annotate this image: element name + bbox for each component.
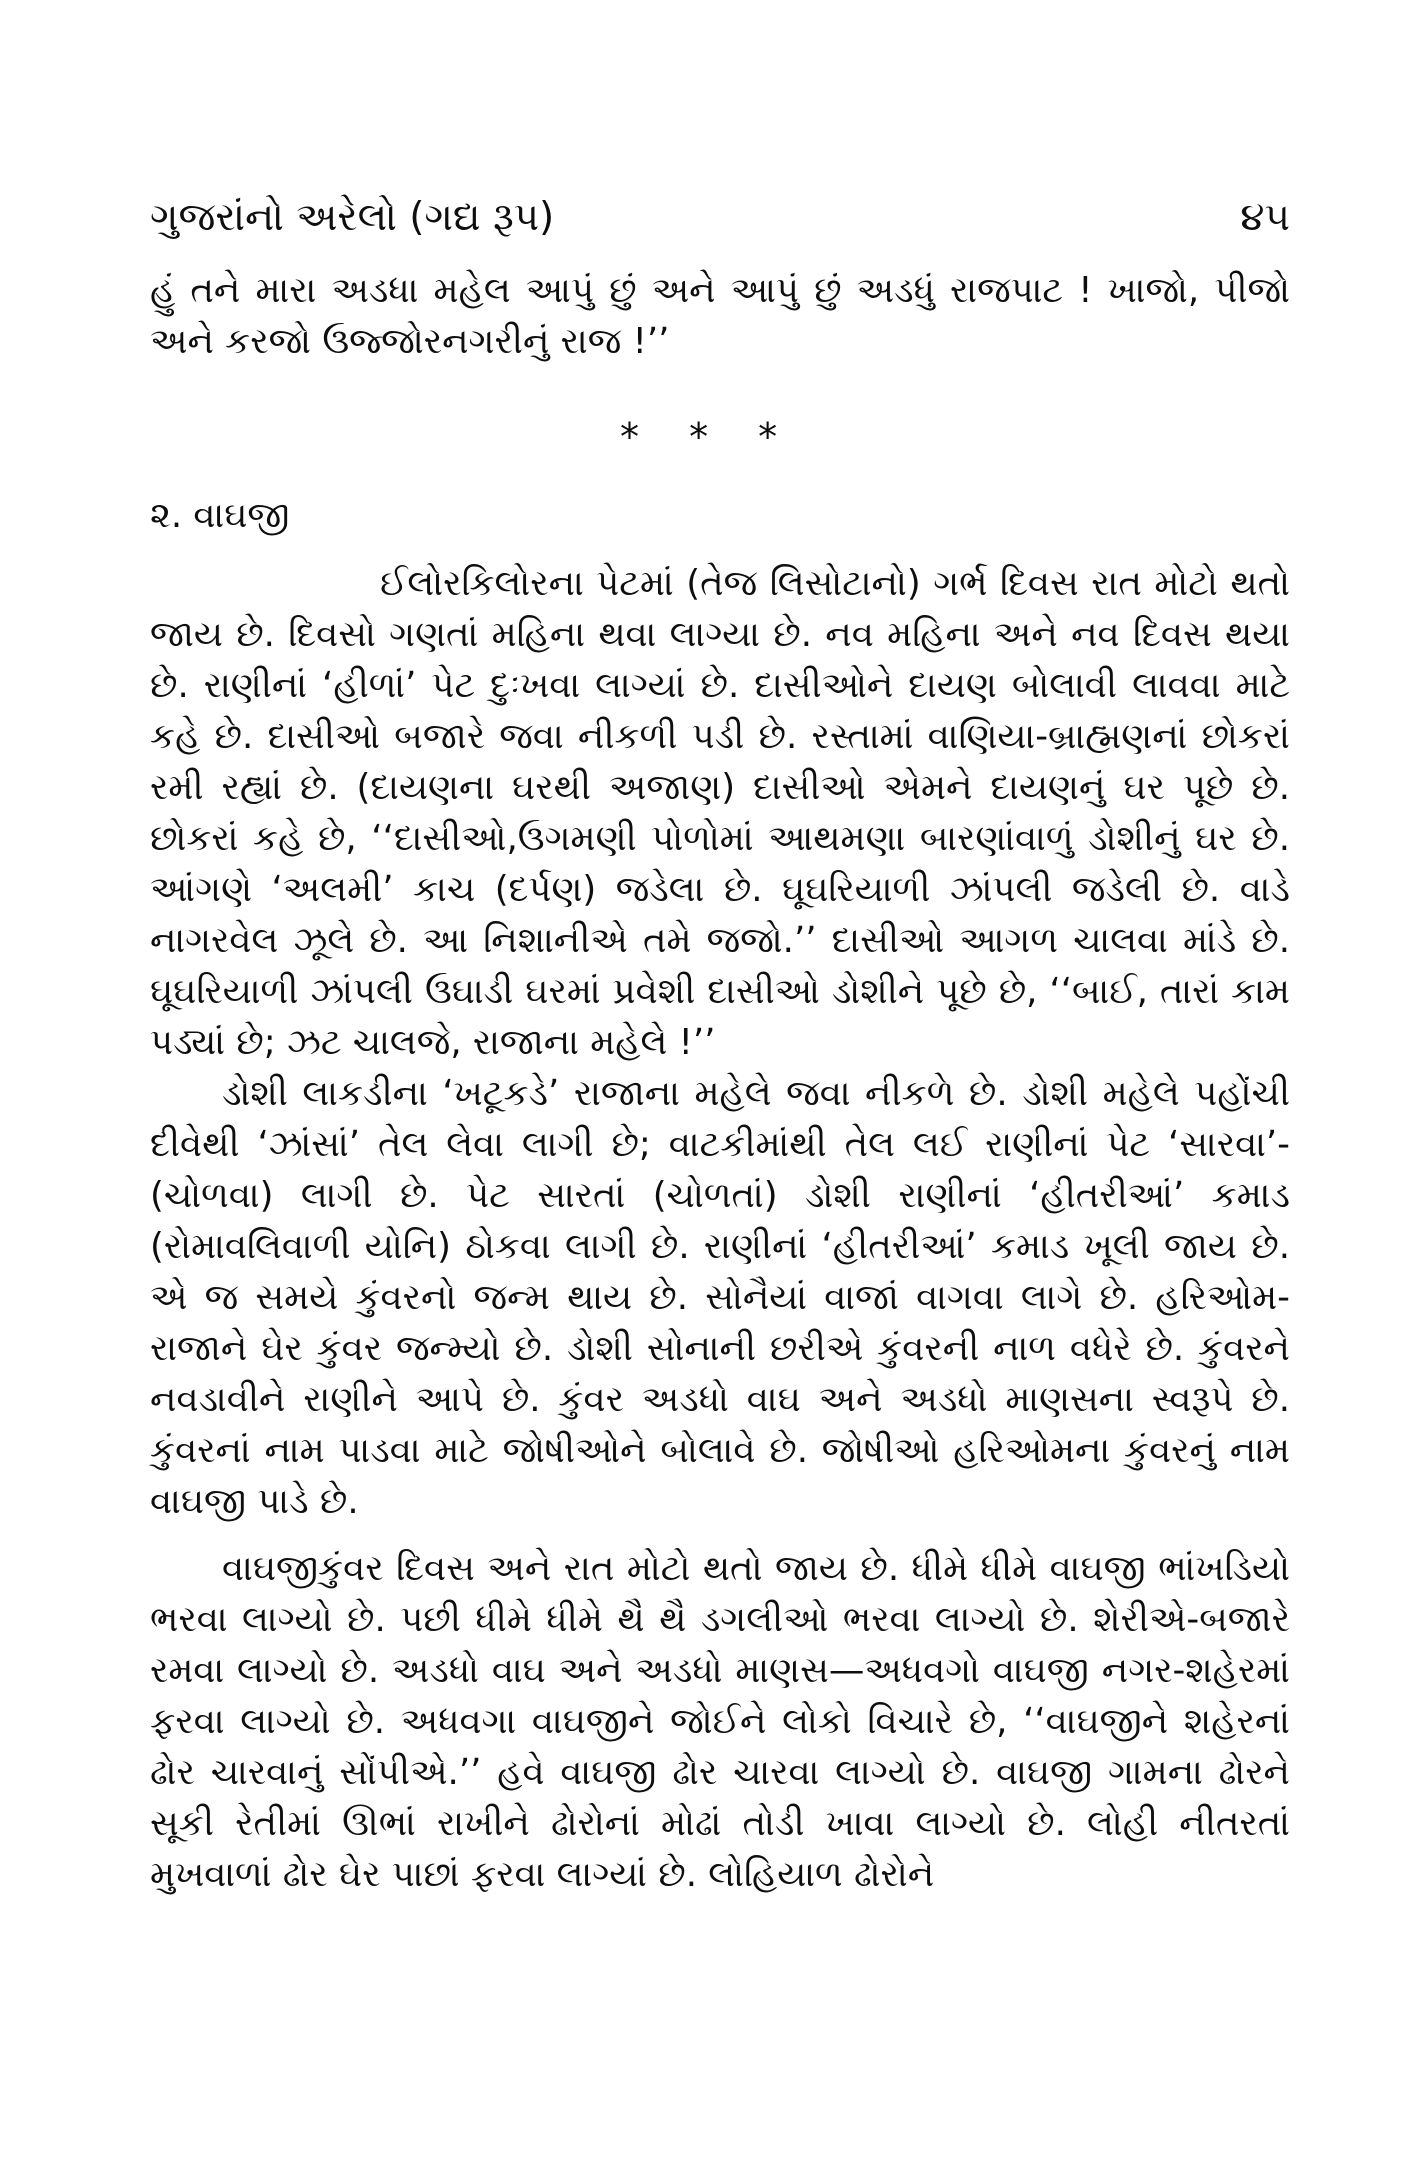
page-header	[150, 188, 1290, 248]
paragraph-2: ડોશી લાકડીના ‘ખટૂકડે’ રાજાના મહેલે જવા નીકળે છે. ડોશી મહેલે પહોંચી દીવેથી ‘ઝાંસાં’ તેલ લેવા લાગી છે; વાટકીમાંથી તેલ લઈ રાણીનાં પેટ ‘સારવા’-(ચોળવા) લાગી છે. પેટ સારતાં (ચોળતાં) ડોશી રાણીનાં ‘હીતરીઆં’ કમાડ (રોમાવલિવાળી યોનિ) ઠોકવા લાગી છે. રાણીનાં ‘હીતરીઆં’ કમાડ ખૂલી જાય છે. એ જ સમયે કુંવરનો જન્મ થાય છે. સોનૈયાં વાજાં વાગવા લાગે છે. હરિઓમ-રાજાને ઘેર કુંવર જન્મ્યો છે. ડોશી સોનાની છરીએ કુંવરની નાળ વધેરે છે. કુંવરને નવડાવીને રાણીને આપે છે. કુંવર અડધો વાઘ અને અડધો માણસના સ્વરૂપે છે. કુંવરનાં નામ પાડવા માટે જોષીઓને બોલાવે છે. જોષીઓ હરિઓમના કુંવરનું નામ વાઘજી પાડે છે.	[150, 1073, 1290, 1522]
paragraph-1: ઈલોરકિલોરના પેટમાં (તેજ લિસોટાનો) ગર્ભ દિવસ રાત મોટો થતો જાય છે. દિવસો ગણતાં મહિના થવા લાગ્યા છે. નવ મહિના અને નવ દિવસ થયા છે. રાણીનાં ‘હીળાં’ પેટ દુઃખવા લાગ્યાં છે. દાસીઓને દાયણ બોલાવી લાવવા માટે કહે છે. દાસીઓ બજારે જવા નીકળી પડી છે. રસ્તામાં વાણિયા-બ્રાહ્મણનાં છોકરાં રમી રહ્યાં છે. (દાયણના ઘરથી અજાણ) દાસીઓ એમને દાયણનું ઘર પૂછે છે. છોકરાં કહે છે, ‘‘દાસીઓ,ઉગમણી પોળોમાં આથમણા બારણાંવાળું ડોશીનું ઘર છે. આંગણે ‘અલમી’ કાચ (દર્પણ) જડેલા છે. ઘૂઘરિયાળી ઝાંપલી જડેલી છે. વાડે નાગરવેલ ઝૂલે છે. આ નિશાનીએ તમે જજો.’’ દાસીઓ આગળ ચાલવા માંડે છે. ઘૂઘરિયાળી ઝાંપલી ઉઘાડી ઘરમાં પ્રવેશી દાસીઓ ડોશીને પૂછે છે, ‘‘બાઈ, તારાં કામ પડ્યાં છે; ઝટ ચાલજે, રાજાના મહેલે !’’	[150, 563, 1290, 1063]
page-body	[150, 265, 1290, 1900]
section-separator: * * *	[620, 415, 778, 459]
running-title: ગુજરાંનો અરેલો (ગદ્ય રૂપ)	[150, 195, 555, 240]
paragraph-3: વાઘજીકુંવર દિવસ અને રાત મોટો થતો જાય છે. ધીમે ધીમે વાઘજી ભાંખડિયો ભરવા લાગ્યો છે. પછી ધીમે ધીમે થૈ થૈ ડગલીઓ ભરવા લાગ્યો છે. શેરીએ-બજારે રમવા લાગ્યો છે. અડધો વાઘ અને અડધો માણસ—અધવગો વાઘજી નગર-શહેરમાં ફરવા લાગ્યો છે. અધવગા વાઘજીને જોઈને લોકો વિચારે છે, ‘‘વાઘજીને શહેરનાં ઢોર ચારવાનું સોંપીએ.’’ હવે વાઘજી ઢોર ચારવા લાગ્યો છે. વાઘજી ગામના ઢોરને સૂકી રેતીમાં ઊભાં રાખીને ઢોરોનાં મોઢાં તોડી ખાવા લાગ્યો છે. લોહી નીતરતાં મુખવાળાં ઢોર ઘેર પાછાં ફરવા લાગ્યાં છે. લોહિયાળ ઢોરોને	[150, 1548, 1290, 1895]
closing-quote-paragraph: હું તને મારા અડધા મહેલ આપું છું અને આપું છું અડધું રાજપાટ ! ખાજો, પીજો અને કરજો ઉજ્જોરનગરીનું રાજ !’’	[150, 270, 1290, 362]
section-heading: ૨. વાઘજી	[150, 495, 290, 536]
page-number: ૪૫	[1240, 195, 1290, 240]
